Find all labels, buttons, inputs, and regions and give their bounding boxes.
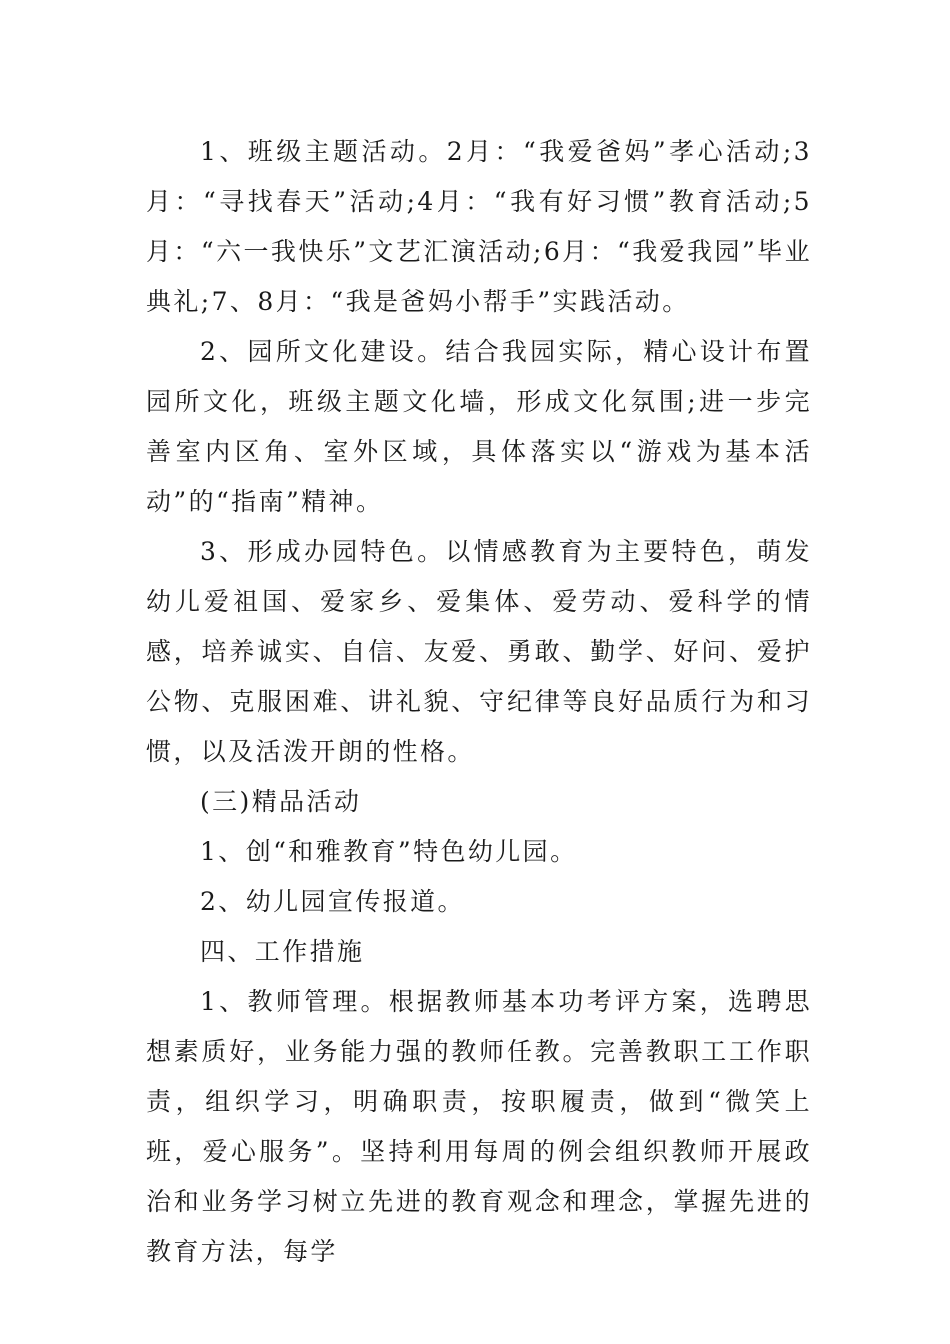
paragraph-teacher-management: 1、教师管理。根据教师基本功考评方案，选聘思想素质好，业务能力强的教师任教。完善教职工工作职责，组织学习，明确职责，按职履责，做到“微笑上班，爱心服务”。坚持利用每周的例会组织教师开展政治和业务学习树立先进的教育观念和理念，掌握先进的教育方法，每学 — [146, 987, 812, 1266]
paragraph-school-features: 3、形成办园特色。以情感教育为主要特色，萌发幼儿爱祖国、爱家乡、爱集体、爱劳动、爱科学的情感，培养诚实、自信、友爱、勇敢、勤学、好问、爱护公物、克服困难、讲礼貌、守纪律等良好品质行为和习惯，以及活泼开朗的性格。 — [146, 537, 812, 766]
document-body — [146, 127, 812, 1277]
list-item-publicity: 2、幼儿园宣传报道。 — [200, 887, 465, 916]
section-heading-quality-activities: (三)精品活动 — [200, 787, 362, 816]
list-item-heya-education: 1、创“和雅教育”特色幼儿园。 — [200, 837, 578, 866]
paragraph-campus-culture: 2、园所文化建设。结合我园实际，精心设计布置园所文化，班级主题文化墙，形成文化氛围;进一步完善室内区角、室外区域，具体落实以“游戏为基本活动”的“指南”精神。 — [146, 337, 812, 516]
section-heading-work-measures: 四、工作措施 — [200, 937, 365, 966]
paragraph-class-theme-activities: 1、班级主题活动。2月：“我爱爸妈”孝心活动;3月：“寻找春天”活动;4月：“我有好习惯”教育活动;5月：“六一我快乐”文艺汇演活动;6月：“我爱我园”毕业典礼;7、8月：“我是爸妈小帮手”实践活动。 — [146, 137, 812, 316]
